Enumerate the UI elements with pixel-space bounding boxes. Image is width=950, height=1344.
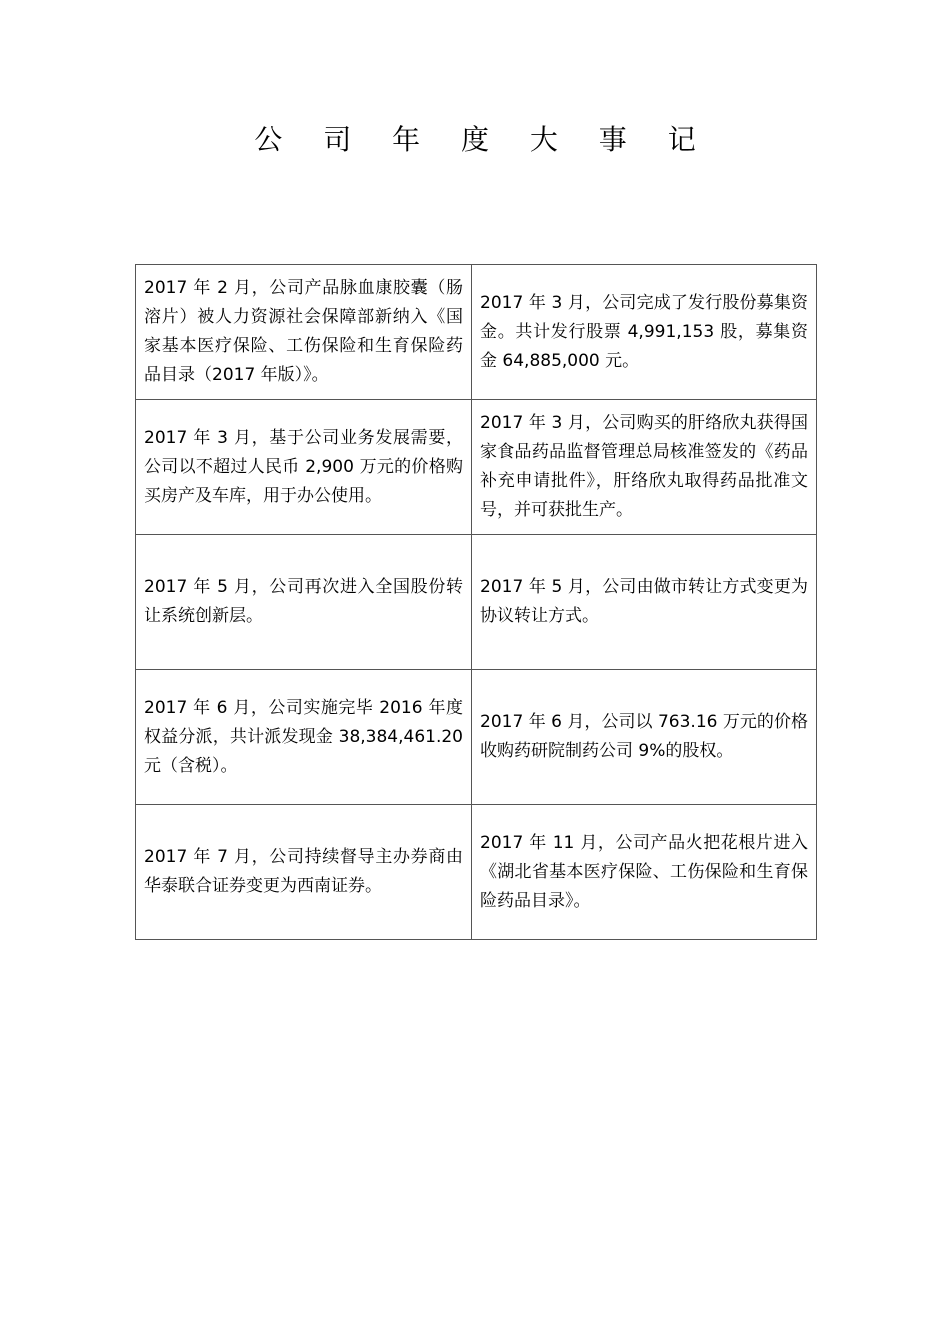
table-row xyxy=(136,535,817,670)
table-row xyxy=(136,670,817,805)
table-row xyxy=(136,265,817,400)
event-cell: 2017 年 3 月，公司购买的肝络欣丸获得国家食品药品监督管理总局核准签发的《药品补充申请批件》，肝络欣丸取得药品批准文号，并可获批生产。 xyxy=(472,400,817,535)
event-cell: 2017 年 7 月，公司持续督导主办券商由华泰联合证券变更为西南证券。 xyxy=(136,805,472,940)
table-row xyxy=(136,805,817,940)
events-table xyxy=(135,264,817,940)
event-cell: 2017 年 6 月，公司实施完毕 2016 年度权益分派，共计派发现金 38,384,461.20 元（含税）。 xyxy=(136,670,472,805)
event-cell: 2017 年 3 月，基于公司业务发展需要，公司以不超过人民币 2,900 万元的价格购买房产及车库，用于办公使用。 xyxy=(136,400,472,535)
event-cell: 2017 年 6 月，公司以 763.16 万元的价格收购药研院制药公司 9%的股权。 xyxy=(472,670,817,805)
page-title: 公 司 年 度 大 事 记 xyxy=(254,123,712,156)
event-cell: 2017 年 3 月，公司完成了发行股份募集资金。共计发行股票 4,991,153 股，募集资金 64,885,000 元。 xyxy=(472,265,817,400)
table-row xyxy=(136,400,817,535)
event-cell: 2017 年 11 月，公司产品火把花根片进入《湖北省基本医疗保险、工伤保险和生育保险药品目录》。 xyxy=(472,805,817,940)
event-cell: 2017 年 2 月，公司产品脉血康胶囊（肠溶片）被人力资源社会保障部新纳入《国家基本医疗保险、工伤保险和生育保险药品目录（2017 年版）》。 xyxy=(136,265,472,400)
event-cell: 2017 年 5 月，公司再次进入全国股份转让系统创新层。 xyxy=(136,535,472,670)
event-cell: 2017 年 5 月，公司由做市转让方式变更为协议转让方式。 xyxy=(472,535,817,670)
